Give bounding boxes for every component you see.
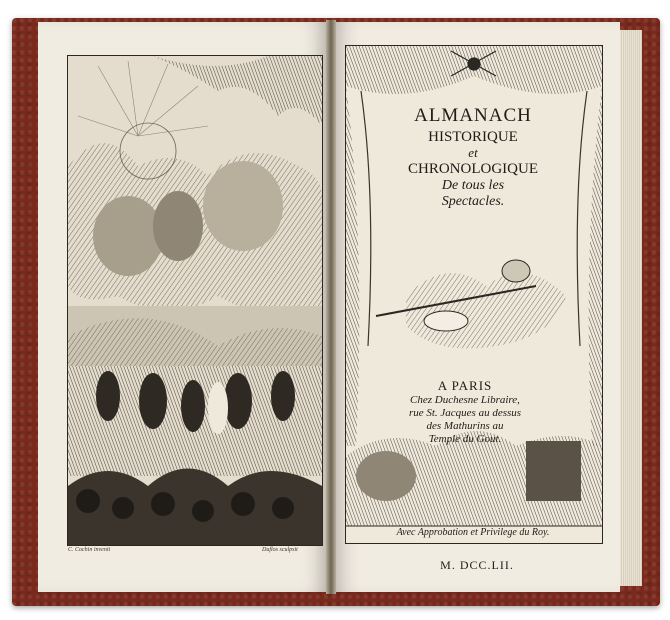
page-edges [620,30,642,586]
title-spectacles: Spectacles. [441,194,505,209]
book-gutter [326,20,336,594]
engraving-illustration [68,56,322,545]
title-almanach: ALMANACH [414,105,532,126]
imprint-street: rue St. Jacques au dessus [408,407,522,419]
publication-date: M. DCC.LII. [440,558,514,572]
imprint-location: des Mathurins au [426,420,504,432]
book-title [345,105,601,210]
imprint-sign: Temple du Gout. [428,433,502,445]
title-chronologique: CHRONOLOGIQUE [408,161,538,177]
engraver-credit: Duflos sculpsit [262,547,298,553]
approbation-line: Avec Approbation et Privilege du Roy. [396,527,550,538]
artist-credit: C. Cochin invenit [68,547,111,553]
imprint-publisher: Chez Duchesne Libraire, [410,394,520,406]
title-historique: HISTORIQUE [428,129,518,145]
imprint-city: A PARIS [437,378,493,393]
title-et: et [468,145,478,160]
title-de-tous-les: De tous les [441,178,505,193]
frontispiece-engraving [67,55,323,546]
imprint [360,378,570,446]
